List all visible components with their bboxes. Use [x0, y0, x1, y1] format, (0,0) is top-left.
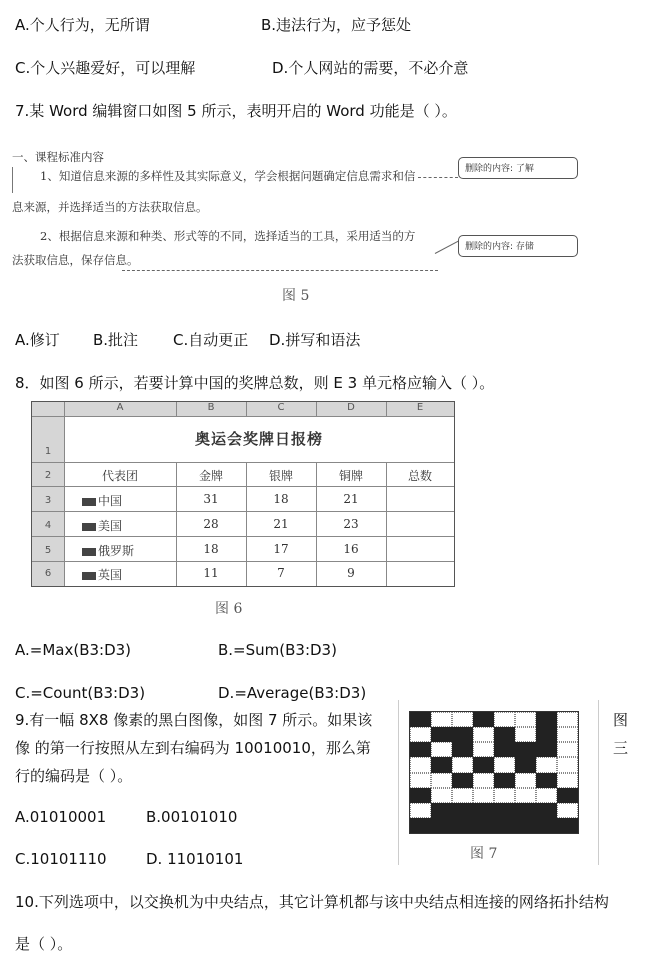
header-gold: 金牌 [198, 469, 223, 483]
pixel-cell [431, 757, 452, 772]
pixel-cell [431, 818, 452, 833]
fig5-heading: 一、课程标准内容 [12, 150, 104, 164]
team-name: 俄罗斯 [98, 544, 135, 558]
pixel-cell [410, 742, 431, 757]
row-header-2: 2 [44, 470, 52, 481]
col-header-d: D [347, 402, 355, 413]
pixel-cell [494, 742, 515, 757]
q7-stem: 7.某 Word 编辑窗口如图 5 所示，表明开启的 Word 功能是（ ）。 [15, 102, 457, 120]
pixel-cell [431, 727, 452, 742]
q9-option-c: C.10101110 [15, 850, 107, 868]
pixel-cell [536, 757, 557, 772]
fig5-para2-line2: 法获取信息，保存信息。 [12, 253, 139, 267]
grid-line [32, 561, 454, 562]
q8-stem: 8．如图 6 所示，若要计算中国的奖牌总数，则 E 3 单元格应输入（ ）。 [15, 374, 495, 392]
q7-option-a: A.修订 [15, 331, 60, 349]
pixel-cell [473, 818, 494, 833]
pixel-cell [431, 788, 452, 803]
pixel-cell [536, 727, 557, 742]
q8-option-c: C.=Count(B3:D3) [15, 684, 146, 702]
fig5-para1-line1: 1、知道信息来源的多样性及其实际意义，学会根据问题确定信息需求和信 [40, 169, 416, 183]
col-header-c: C [277, 402, 285, 413]
pixel-cell [515, 818, 536, 833]
pixel-cell [431, 803, 452, 818]
gold-cell: 28 [203, 517, 219, 531]
silver-cell: 18 [273, 492, 289, 506]
q9-stem-line1: 9.有一幅 8X8 像素的黑白图像，如图 7 所示。如果该 [15, 711, 373, 729]
bronze-cell: 21 [343, 492, 359, 506]
q9-option-b: B.00101010 [146, 808, 238, 826]
q9-side-text-2: 三 [613, 739, 629, 757]
scan-edge [598, 700, 599, 865]
change-bar [12, 167, 13, 193]
pixel-cell [557, 788, 578, 803]
row-header-4: 4 [44, 520, 52, 531]
q8-option-d: D.=Average(B3:D3) [218, 684, 367, 702]
gold-cell: 31 [203, 492, 219, 506]
comment2-leader [122, 270, 438, 271]
silver-cell: 17 [273, 542, 289, 556]
pixel-cell [473, 742, 494, 757]
pixel-cell [494, 773, 515, 788]
q9-stem-line3: 行的编码是（ ）。 [15, 767, 133, 785]
team-name: 中国 [98, 494, 123, 508]
pixel-cell [452, 727, 473, 742]
pixel-cell [536, 818, 557, 833]
pixel-cell [410, 773, 431, 788]
pixel-cell [452, 803, 473, 818]
comment1-leader [418, 177, 458, 178]
gold-cell: 18 [203, 542, 219, 556]
pixel-cell [473, 727, 494, 742]
q7-option-c: C.自动更正 [173, 331, 249, 349]
pixel-cell [410, 712, 431, 727]
header-team: 代表团 [101, 469, 138, 483]
pixel-cell [536, 712, 557, 727]
team-cell [82, 517, 122, 534]
fig6-caption: 图 6 [215, 601, 243, 617]
pixel-cell [452, 757, 473, 772]
pixel-cell [494, 712, 515, 727]
pixel-cell [473, 803, 494, 818]
q9-stem-line2: 像 的第一行按照从左到右编码为 10010010，那么第 [15, 739, 371, 757]
sheet-title: 奥运会奖牌日报榜 [194, 430, 323, 448]
grid-line [176, 402, 177, 416]
comment-balloon-2: 删除的内容: 存储 [458, 235, 578, 257]
flag-icon [82, 498, 96, 506]
pixel-cell [515, 788, 536, 803]
pixel-cell [431, 712, 452, 727]
silver-cell: 21 [273, 517, 289, 531]
pixel-cell [473, 757, 494, 772]
q9-option-a: A.01010001 [15, 808, 107, 826]
grid-line [32, 536, 454, 537]
pixel-cell [557, 773, 578, 788]
row-header-3: 3 [44, 495, 52, 506]
pixel-cell [494, 757, 515, 772]
fig5-para2-line1: 2、根据信息来源和种类、形式等的不同，选择适当的工具，采用适当的方 [40, 229, 416, 243]
flag-icon [82, 548, 96, 556]
q8-option-b: B.=Sum(B3:D3) [218, 641, 337, 659]
pixel-cell [452, 788, 473, 803]
col-header-e: E [416, 402, 424, 413]
q10-line2: 是（ ）。 [15, 935, 73, 953]
team-name: 美国 [98, 519, 123, 533]
pixel-cell [536, 788, 557, 803]
fig5-caption: 图 5 [282, 288, 310, 304]
pixel-cell [515, 742, 536, 757]
grid-line [246, 402, 247, 416]
team-cell [82, 492, 122, 509]
pixel-cell [410, 818, 431, 833]
pixel-cell [431, 773, 452, 788]
pixel-cell [410, 757, 431, 772]
pixel-cell [494, 803, 515, 818]
pixel-cell [557, 712, 578, 727]
pixel-image-figure [409, 711, 579, 834]
grid-line [32, 462, 454, 463]
pixel-cell [452, 773, 473, 788]
spreadsheet-figure [31, 401, 455, 587]
pixel-cell [452, 712, 473, 727]
fig7-caption: 图 7 [470, 846, 498, 862]
bronze-cell: 16 [343, 542, 359, 556]
fig5-para1-line2: 息来源，并选择适当的方法获取信息。 [12, 200, 208, 214]
bronze-cell: 23 [343, 517, 359, 531]
pixel-cell [557, 757, 578, 772]
pixel-cell [515, 712, 536, 727]
q6-option-b: B.违法行为，应予惩处 [261, 16, 412, 34]
comment-balloon-1: 删除的内容: 了解 [458, 157, 578, 179]
grid-line [316, 402, 317, 416]
pixel-cell [515, 757, 536, 772]
pixel-cell [452, 818, 473, 833]
q6-option-d: D.个人网站的需要，不必介意 [272, 59, 469, 77]
pixel-cell [557, 803, 578, 818]
pixel-cell [452, 742, 473, 757]
q9-option-d: D. 11010101 [146, 850, 244, 868]
pixel-cell [494, 788, 515, 803]
header-silver: 银牌 [268, 469, 293, 483]
pixel-cell [410, 803, 431, 818]
q9-side-text-1: 图 [613, 711, 629, 729]
gold-cell: 11 [203, 566, 219, 580]
q10-line1: 10.下列选项中，以交换机为中央结点，其它计算机都与该中央结点相连接的网络拓扑结构 [15, 893, 609, 911]
team-cell [82, 566, 122, 583]
pixel-cell [473, 773, 494, 788]
pixel-cell [494, 727, 515, 742]
silver-cell: 7 [277, 566, 285, 580]
team-cell [82, 542, 134, 559]
flag-icon [82, 572, 96, 580]
q6-option-a: A.个人行为，无所谓 [15, 16, 150, 34]
pixel-cell [536, 803, 557, 818]
q6-option-c: C.个人兴趣爱好，可以理解 [15, 59, 196, 77]
pixel-cell [431, 742, 452, 757]
pixel-cell [410, 727, 431, 742]
pixel-cell [536, 742, 557, 757]
pixel-cell [557, 742, 578, 757]
col-header-b: B [207, 402, 215, 413]
header-bronze: 铜牌 [338, 469, 363, 483]
grid-line [32, 486, 454, 487]
pixel-cell [473, 712, 494, 727]
q7-option-d: D.拼写和语法 [269, 331, 361, 349]
pixel-cell [515, 773, 536, 788]
pixel-cell [515, 727, 536, 742]
pixel-cell [536, 773, 557, 788]
pixel-cell [515, 803, 536, 818]
pixel-cell [410, 788, 431, 803]
q8-option-a: A.=Max(B3:D3) [15, 641, 132, 659]
bronze-cell: 9 [347, 566, 355, 580]
row-header-1: 1 [44, 446, 52, 457]
col-header-a: A [116, 402, 124, 413]
team-name: 英国 [98, 568, 123, 582]
scan-edge [398, 700, 399, 865]
grid-line [32, 416, 454, 417]
row-header-6: 6 [44, 568, 52, 579]
q7-option-b: B.批注 [93, 331, 139, 349]
flag-icon [82, 523, 96, 531]
grid-line [386, 402, 387, 416]
pixel-cell [494, 818, 515, 833]
pixel-cell [557, 727, 578, 742]
row-header-5: 5 [44, 545, 52, 556]
pixel-cell [473, 788, 494, 803]
header-total: 总数 [407, 469, 432, 483]
pixel-cell [557, 818, 578, 833]
grid-line [32, 511, 454, 512]
word-window-figure [10, 143, 646, 305]
